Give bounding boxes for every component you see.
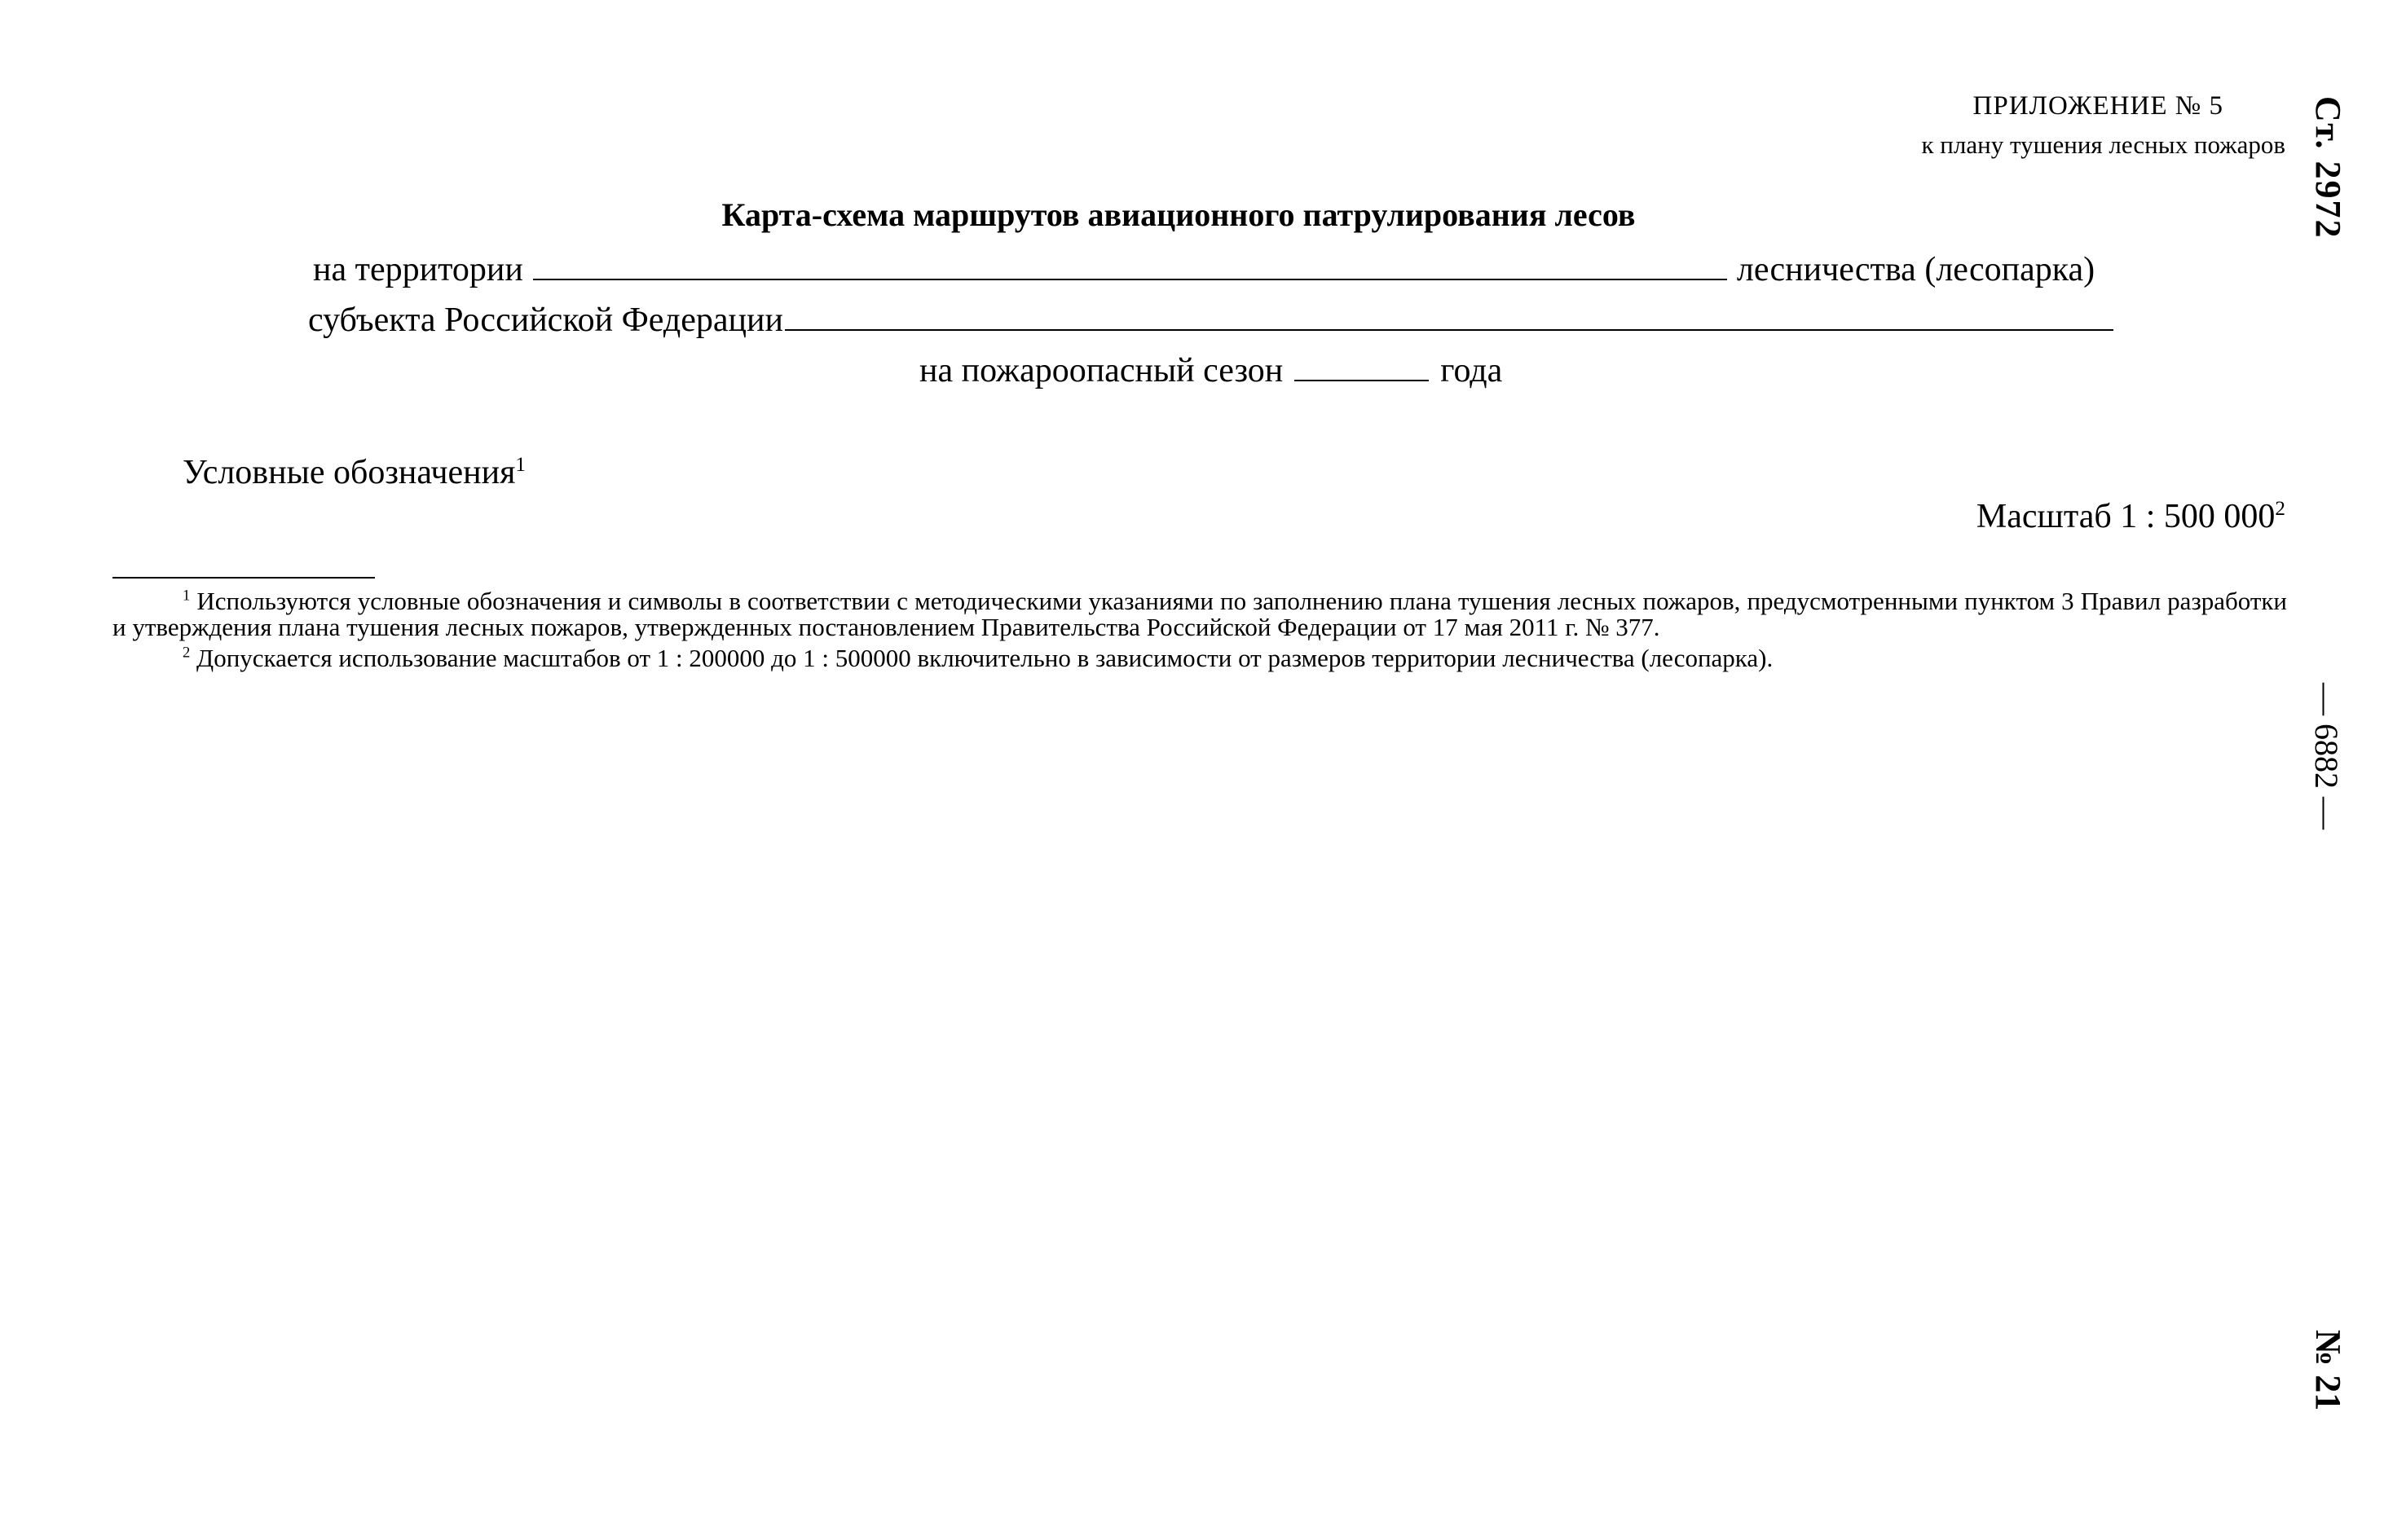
forestry-label: лесничества (лесопарка) [1736,251,2095,288]
year-label: года [1440,352,1503,389]
footnotes [112,588,2287,671]
article-number: Ст. 2972 [2308,96,2348,240]
territory-label: на территории [313,251,523,288]
year-blank-field[interactable] [1294,347,1429,381]
appendix-number: ПРИЛОЖЕНИЕ № 5 [1972,91,2223,121]
territory-blank-field[interactable] [533,246,1727,280]
footnote-2-text: Допускается использование масштабов от 1 : 200000 до 1 : 500000 включительно в зависимости от размеров территории лесничества (лесопарка). [196,644,1774,672]
scale-label [1976,497,2285,536]
footnote-ref-1: 1 [515,454,526,476]
footnote-1 [112,588,2287,640]
season-label: на пожароопасный сезон [919,352,1284,389]
appendix-reference: к плану тушения лесных пожаров [1921,130,2285,159]
document-title: Карта-схема маршрутов авиационного патрулирования лесов [721,196,1636,233]
footnote-marker-2: 2 [183,644,191,662]
footnote-ref-2: 2 [2275,498,2285,520]
legend-label: Условные обозначения [183,454,516,491]
footnote-marker-1: 1 [183,587,191,605]
page-number: — 6882 — [2308,683,2345,829]
footnote-divider [112,577,375,579]
subject-blank-field[interactable] [785,297,2113,331]
scale-text: Масштаб 1 : 500 000 [1976,498,2276,535]
season-line [919,347,1502,390]
subject-line [308,297,2113,340]
territory-line [313,246,2095,289]
subject-label: субъекта Российской Федерации [308,301,783,339]
footnote-2 [112,645,2287,671]
footnote-1-text: Используются условные обозначения и символы в соответствии с методическими указаниями по заполнению плана тушения лесных пожаров, предусмотренными пунктом 3 Правил разработки и утверждения плана тушения лесных пожаров, утвержденных постановлением Правительства Российской Федерации от 17 мая 2011 г. № 377. [112,587,2288,641]
issue-number: № 21 [2308,1330,2348,1411]
legend-heading [183,453,526,492]
